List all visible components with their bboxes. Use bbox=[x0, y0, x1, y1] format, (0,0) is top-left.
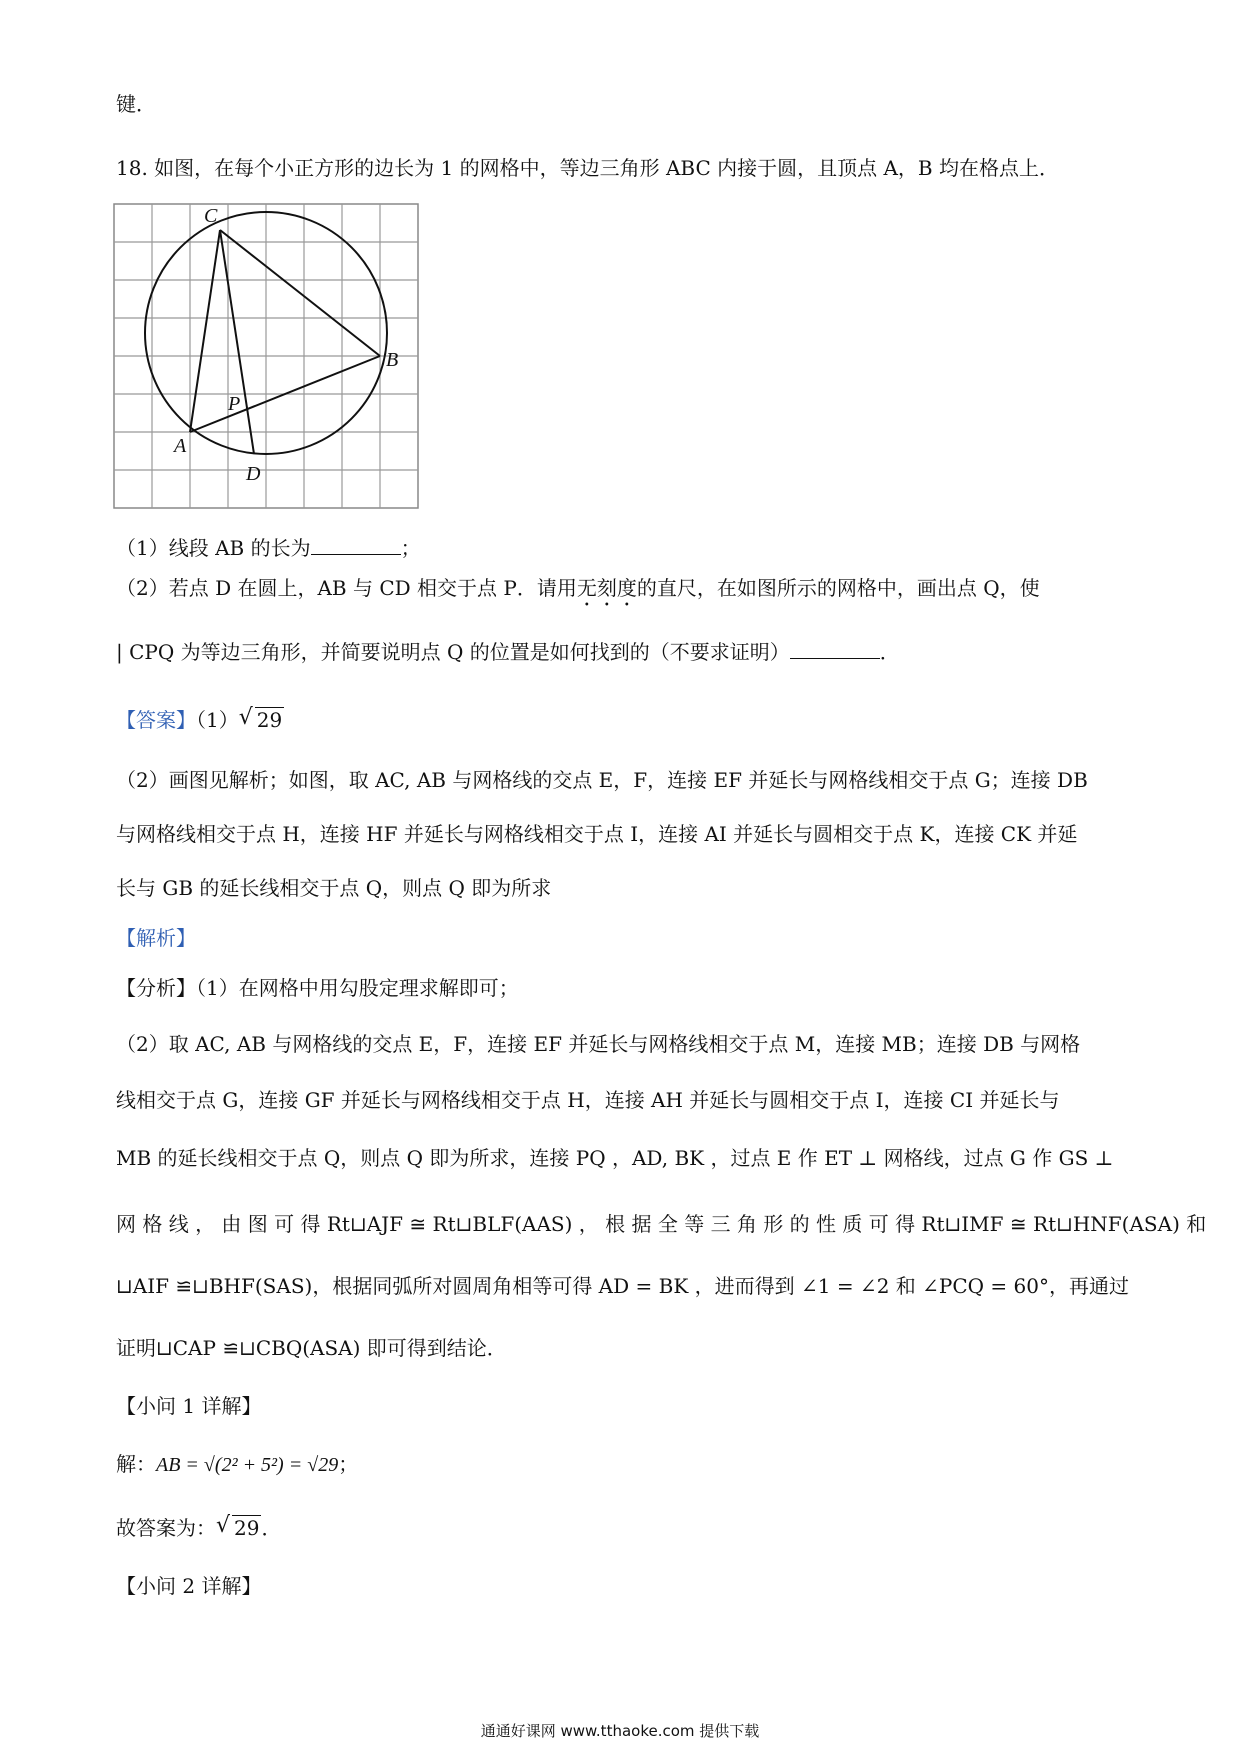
answer-restate: 故答案为： √ 29 ． bbox=[116, 1513, 282, 1540]
answer-line-1: 【答案】（1） √ 29 bbox=[116, 705, 283, 732]
text-line: 键． bbox=[116, 92, 156, 116]
analysis-1: 【分析】（1）在网格中用勾股定理求解即可； bbox=[116, 976, 519, 1000]
label-C: C bbox=[204, 205, 218, 227]
sub-question-1-heading: 【小问 1 详解】 bbox=[116, 1394, 262, 1418]
label-B: B bbox=[386, 349, 399, 371]
grid bbox=[114, 204, 418, 508]
sub-question-2-heading: 【小问 2 详解】 bbox=[116, 1574, 262, 1598]
analysis-label: 【解析】 bbox=[116, 926, 196, 950]
label-P: P bbox=[228, 393, 241, 415]
analysis-2b: 线相交于点 G，连接 GF 并延长与网格线相交于点 H，连接 AH 并延长与圆相交于点 I，连接 CI 并延长与 bbox=[116, 1088, 1060, 1112]
triangle-lines bbox=[190, 230, 380, 454]
footer-source: 通通好课网 www.tthaoke.com 提供下载 bbox=[480, 1722, 760, 1740]
answer-2c: 长与 GB 的延长线相交于点 Q，则点 Q 即为所求 bbox=[116, 876, 552, 900]
geometry-figure bbox=[112, 202, 422, 512]
question-18: 18. 如图，在每个小正方形的边长为 1 的网格中，等边三角形 ABC 内接于圆，且顶点 A，B 均在格点上． bbox=[116, 156, 1059, 180]
answer-2b: 与网格线相交于点 H，连接 HF 并延长与网格线相交于点 I，连接 AI 并延长与圆相交于点 K，连接 CK 并延 bbox=[116, 822, 1078, 846]
question-1: （1）线段 AB 的长为 ； bbox=[116, 536, 421, 560]
solution-line: 解：AB = √(2² + 5²) = √29； bbox=[116, 1452, 359, 1476]
analysis-2a: （2）取 AC, AB 与网格线的交点 E，F，连接 EF 并延长与网格线相交于点 M，连接 MB；连接 DB 与网格 bbox=[116, 1032, 1081, 1056]
analysis-2f: 证明⊔CAP ≌⊔CBQ(ASA) 即可得到结论． bbox=[116, 1336, 507, 1360]
question-2a: （2）若点 D 在圆上，AB 与 CD 相交于点 P．请用无刻度的直尺，在如图所示的网格中，画出点 Q，使 bbox=[116, 576, 1040, 600]
label-D: D bbox=[246, 463, 261, 485]
answer-label: 【答案】 bbox=[116, 708, 196, 732]
analysis-2d: 网 格 线 ， 由 图 可 得 Rt⊔AJF ≅ Rt⊔BLF(AAS) ， 根 据 全 等 三 角 形 的 性 质 可 得 Rt⊔IMF ≅ Rt⊔HNF(ASA) 和 bbox=[116, 1212, 1207, 1236]
answer-2a: （2）画图见解析；如图，取 AC, AB 与网格线的交点 E，F，连接 EF 并延长与网格线相交于点 G；连接 DB bbox=[116, 768, 1088, 792]
label-A: A bbox=[174, 435, 187, 457]
question-2b: | CPQ 为等边三角形，并简要说明点 Q 的位置是如何找到的（不要求证明） ． bbox=[116, 640, 900, 664]
analysis-2c: MB 的延长线相交于点 Q，则点 Q 即为所求，连接 PQ ，AD, BK ，过点 E 作 ET ⊥ 网格线，过点 G 作 GS ⊥ bbox=[116, 1146, 1114, 1170]
analysis-2e: ⊔AIF ≌⊔BHF(SAS)，根据同弧所对圆周角相等可得 AD = BK ，进而得到 ∠1 = ∠2 和 ∠PCQ = 60°，再通过 bbox=[116, 1274, 1129, 1298]
emphasis-no-scale: 无刻度 bbox=[576, 576, 637, 600]
